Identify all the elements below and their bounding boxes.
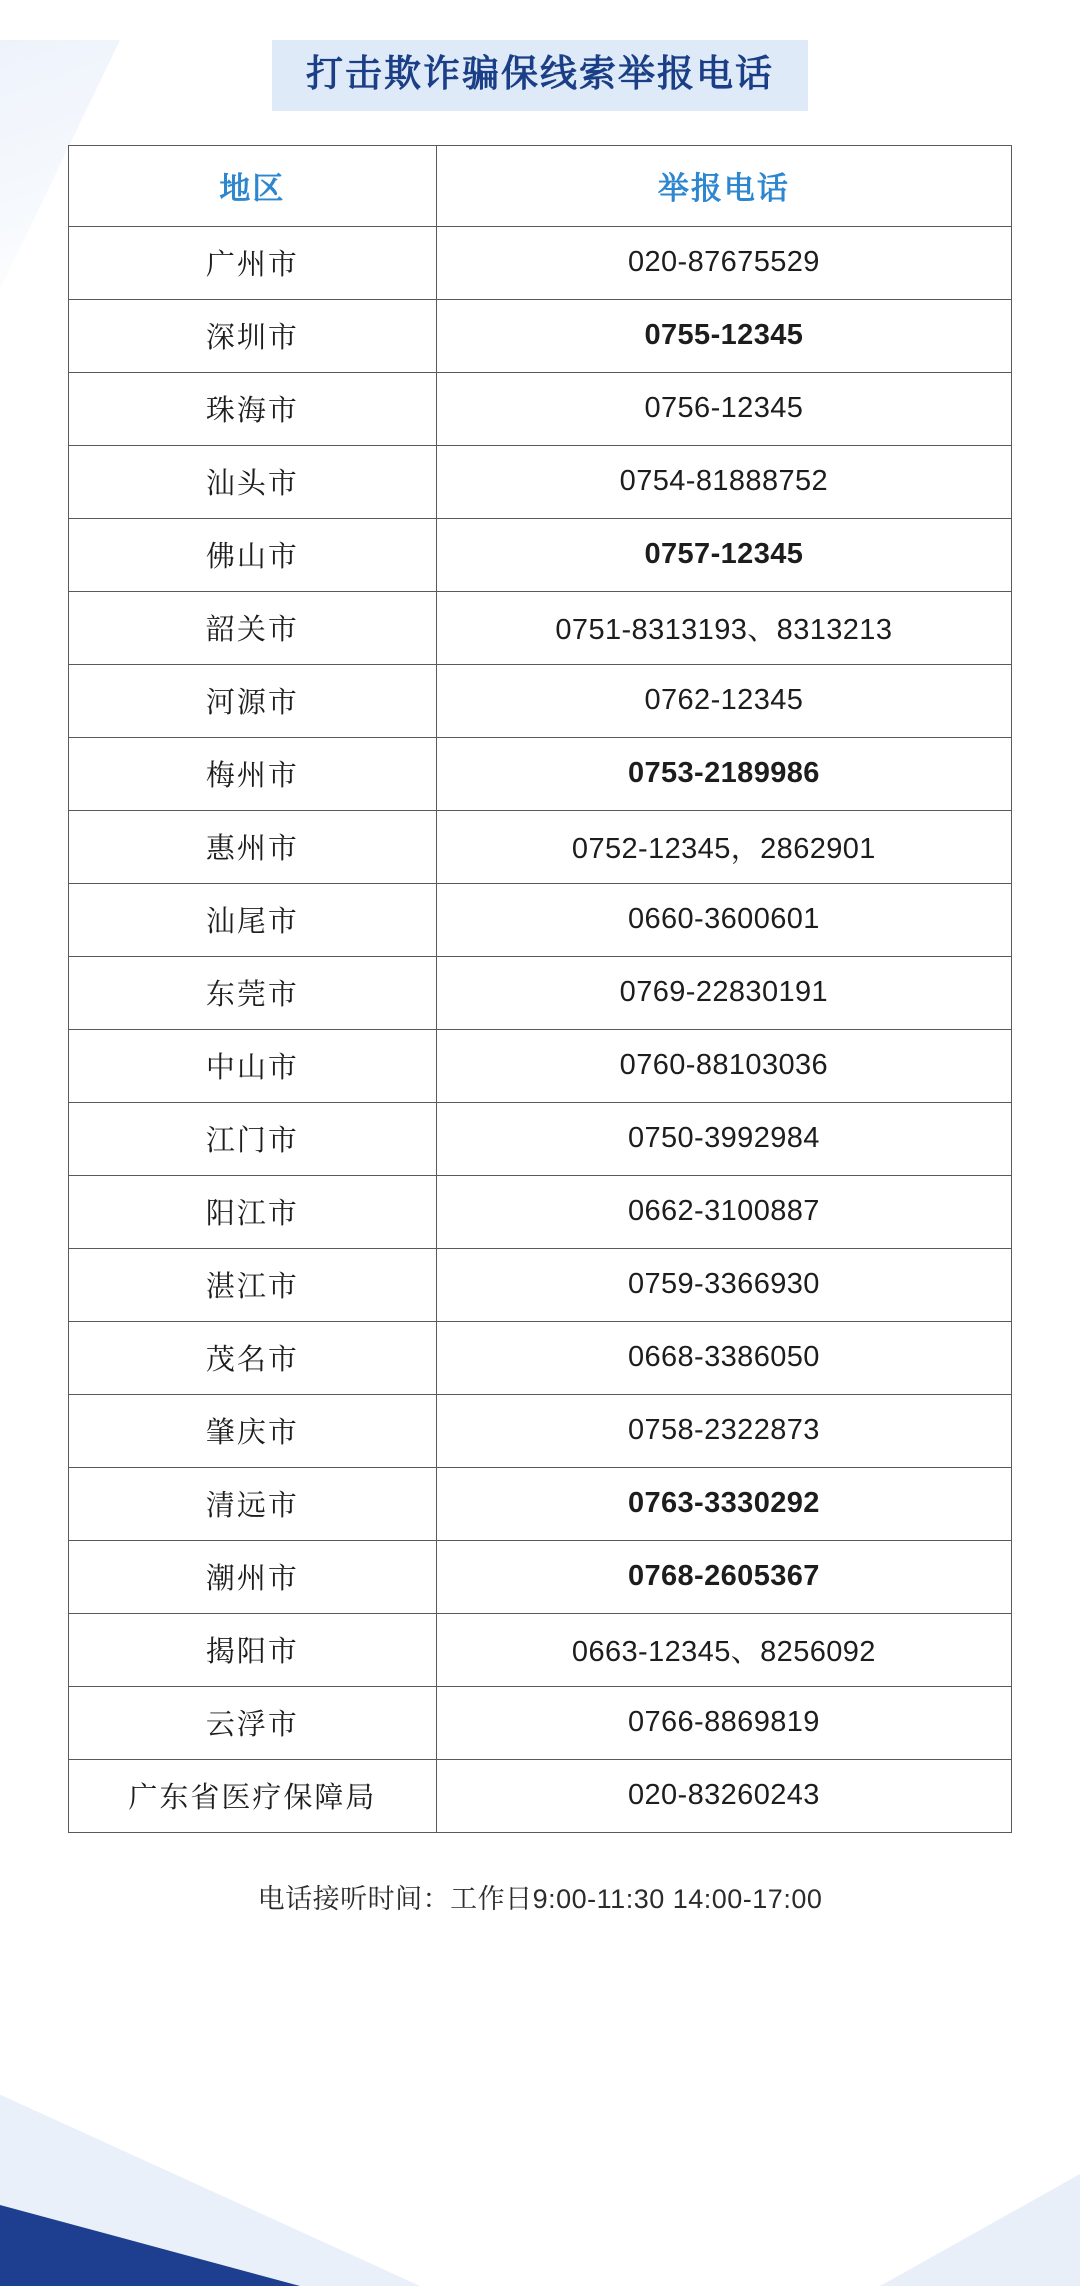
cell-phone[interactable]: 0768-2605367 <box>436 1540 1011 1613</box>
cell-region: 湛江市 <box>69 1248 437 1321</box>
cell-phone[interactable]: 0754-81888752 <box>436 445 1011 518</box>
cell-phone[interactable]: 020-83260243 <box>436 1759 1011 1832</box>
cell-region: 佛山市 <box>69 518 437 591</box>
cell-region: 珠海市 <box>69 372 437 445</box>
table-row <box>69 226 1012 299</box>
cell-region: 东莞市 <box>69 956 437 1029</box>
cell-phone[interactable]: 0756-12345 <box>436 372 1011 445</box>
column-header-region: 地区 <box>69 145 437 226</box>
cell-region: 潮州市 <box>69 1540 437 1613</box>
cell-phone[interactable]: 0759-3366930 <box>436 1248 1011 1321</box>
cell-phone[interactable]: 0757-12345 <box>436 518 1011 591</box>
cell-region: 揭阳市 <box>69 1613 437 1686</box>
table-row <box>69 956 1012 1029</box>
cell-phone[interactable]: 0660-3600601 <box>436 883 1011 956</box>
cell-phone[interactable]: 0763-3330292 <box>436 1467 1011 1540</box>
cell-region: 惠州市 <box>69 810 437 883</box>
table-row <box>69 445 1012 518</box>
table-row <box>69 883 1012 956</box>
table-row <box>69 518 1012 591</box>
cell-phone[interactable]: 0755-12345 <box>436 299 1011 372</box>
cell-phone[interactable]: 0752-12345，2862901 <box>436 810 1011 883</box>
cell-region: 云浮市 <box>69 1686 437 1759</box>
cell-phone[interactable]: 0766-8869819 <box>436 1686 1011 1759</box>
table-row <box>69 1248 1012 1321</box>
table-header-row <box>69 145 1012 226</box>
title-band <box>272 40 808 111</box>
table-row <box>69 1686 1012 1759</box>
page-title: 打击欺诈骗保线索举报电话 <box>306 53 774 94</box>
decorative-corner-bottom-right <box>880 2126 1080 2286</box>
table-row <box>69 1759 1012 1832</box>
table-row <box>69 737 1012 810</box>
cell-phone[interactable]: 0662-3100887 <box>436 1175 1011 1248</box>
table-row <box>69 1540 1012 1613</box>
cell-region: 阳江市 <box>69 1175 437 1248</box>
cell-region: 清远市 <box>69 1467 437 1540</box>
cell-region: 广州市 <box>69 226 437 299</box>
cell-phone[interactable]: 0760-88103036 <box>436 1029 1011 1102</box>
table-body <box>69 226 1012 1832</box>
cell-region: 广东省医疗保障局 <box>69 1759 437 1832</box>
cell-phone[interactable]: 0751-8313193、8313213 <box>436 591 1011 664</box>
cell-region: 汕头市 <box>69 445 437 518</box>
cell-region: 梅州市 <box>69 737 437 810</box>
cell-region: 茂名市 <box>69 1321 437 1394</box>
cell-phone[interactable]: 0663-12345、8256092 <box>436 1613 1011 1686</box>
table-row <box>69 810 1012 883</box>
table-row <box>69 1613 1012 1686</box>
cell-region: 河源市 <box>69 664 437 737</box>
cell-phone[interactable]: 0758-2322873 <box>436 1394 1011 1467</box>
cell-phone[interactable]: 0753-2189986 <box>436 737 1011 810</box>
table-row <box>69 372 1012 445</box>
table-row <box>69 1029 1012 1102</box>
table-container <box>34 145 1046 1833</box>
hotline-table <box>68 145 1012 1833</box>
cell-region: 江门市 <box>69 1102 437 1175</box>
table-row <box>69 1394 1012 1467</box>
cell-phone[interactable]: 020-87675529 <box>436 226 1011 299</box>
cell-region: 韶关市 <box>69 591 437 664</box>
cell-phone[interactable]: 0762-12345 <box>436 664 1011 737</box>
column-header-phone: 举报电话 <box>436 145 1011 226</box>
service-hours-note: 电话接听时间：工作日9:00-11:30 14:00-17:00 <box>257 1883 823 1914</box>
cell-phone[interactable]: 0769-22830191 <box>436 956 1011 1029</box>
table-row <box>69 1467 1012 1540</box>
table-header <box>69 145 1012 226</box>
cell-region: 深圳市 <box>69 299 437 372</box>
cell-region: 肇庆市 <box>69 1394 437 1467</box>
cell-region: 中山市 <box>69 1029 437 1102</box>
cell-phone[interactable]: 0750-3992984 <box>436 1102 1011 1175</box>
table-row <box>69 1102 1012 1175</box>
table-row <box>69 1321 1012 1394</box>
table-row <box>69 664 1012 737</box>
cell-phone[interactable]: 0668-3386050 <box>436 1321 1011 1394</box>
title-container <box>0 40 1080 111</box>
cell-region: 汕尾市 <box>69 883 437 956</box>
table-row <box>69 1175 1012 1248</box>
table-row <box>69 591 1012 664</box>
poster-page <box>0 40 1080 1916</box>
table-row <box>69 299 1012 372</box>
